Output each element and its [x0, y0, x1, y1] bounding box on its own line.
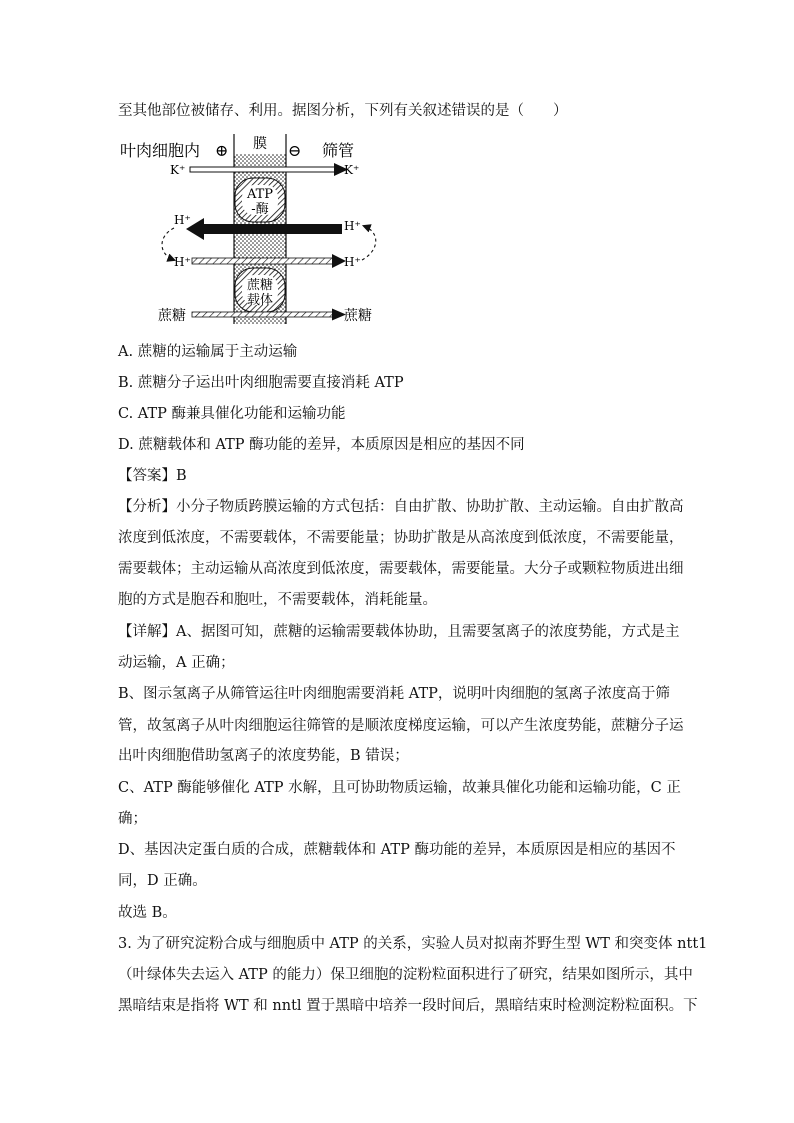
- detail-line: D、基因决定蛋白质的合成，蔗糖载体和 ATP 酶功能的差异，本质原因是相应的基因不: [118, 842, 676, 858]
- minus-sign: ⊖: [288, 141, 302, 160]
- detail-line: 故选 B。: [118, 905, 177, 921]
- detail-line: 同，D 正确。: [118, 873, 207, 889]
- question3-line: （叶绿体失去运入 ATP 的能力）保卫细胞的淀粉粒面积进行了研究，结果如图所示，其中: [118, 967, 693, 983]
- intro-line: 至其他部位被储存、利用。据图分析，下列有关叙述错误的是（ ）: [118, 103, 568, 119]
- left-dashed-cycle: [162, 228, 174, 260]
- analysis-line: 需要载体；主动运输从高浓度到低浓度，需要载体，需要能量。大分子或颗粒物质进出细: [118, 561, 684, 577]
- sucrose-right-label: 蔗糖: [344, 308, 372, 324]
- right-region-label: 筛管: [322, 141, 355, 160]
- h-bottom-right-label: H⁺: [344, 255, 361, 269]
- left-region-label: 叶肉细胞内: [120, 141, 201, 160]
- detail-line: 确；: [118, 811, 147, 827]
- sucrose-left-label: 蔗糖: [158, 308, 186, 324]
- h-top-left-label: H⁺: [174, 213, 191, 227]
- carrier-line1: 蔗糖: [246, 278, 274, 293]
- h-bottom-left-label: H⁺: [174, 255, 191, 269]
- analysis-line: 【分析】小分子物质跨膜运输的方式包括：自由扩散、协助扩散、主动运输。自由扩散高: [118, 499, 684, 515]
- option-d: D. 蔗糖载体和 ATP 酶功能的差异，本质原因是相应的基因不同: [118, 437, 525, 453]
- k-right-label: K⁺: [344, 163, 360, 177]
- detail-line: 【详解】A、据图可知，蔗糖的运输需要载体协助，且需要氢离子的浓度势能，方式是主: [118, 624, 680, 640]
- detail-line: 动运输，A 正确；: [118, 655, 235, 671]
- carrier-line2: 载体: [246, 293, 274, 308]
- detail-line: 出叶肉细胞借助氢离子的浓度势能，B 错误；: [118, 748, 409, 764]
- membrane-transport-diagram: [118, 132, 388, 330]
- plus-sign: ⊕: [215, 141, 229, 160]
- answer-line: 【答案】B: [118, 468, 187, 484]
- analysis-line: 胞的方式是胞吞和胞吐，不需要载体，消耗能量。: [118, 592, 437, 608]
- analysis-line: 浓度到低浓度，不需要载体，不需要能量；协助扩散是从高浓度到低浓度，不需要能量，: [118, 530, 684, 546]
- h-top-right-label: H⁺: [344, 219, 361, 233]
- membrane-label: 膜: [253, 136, 267, 152]
- detail-line: B、图示氢离子从筛管运往叶肉细胞需要消耗 ATP，说明叶肉细胞的氢离子浓度高于筛: [118, 686, 670, 702]
- question3-line: 3. 为了研究淀粉合成与细胞质中 ATP 的关系，实验人员对拟南芥野生型 WT 和突变体 ntt1: [118, 936, 708, 952]
- detail-line: 管，故氢离子从叶肉细胞运往筛管的是顺浓度梯度运输，可以产生浓度势能，蔗糖分子运: [118, 718, 684, 734]
- right-dashed-cycle: [362, 226, 376, 260]
- option-c: C. ATP 酶兼具催化功能和运输功能: [118, 406, 346, 422]
- k-left-label: K⁺: [170, 163, 186, 177]
- detail-line: C、ATP 酶能够催化 ATP 水解，且可协助物质运输，故兼具催化功能和运输功能，C 正: [118, 780, 681, 796]
- atp-enzyme-line2: -酶: [251, 202, 269, 217]
- option-a: A. 蔗糖的运输属于主动运输: [118, 344, 298, 360]
- atp-enzyme-line1: ATP: [246, 187, 274, 202]
- option-b: B. 蔗糖分子运出叶肉细胞需要直接消耗 ATP: [118, 375, 404, 391]
- question3-line: 黑暗结束是指将 WT 和 nntl 置于黑暗中培养一段时间后，黑暗结束时检测淀粉粒面积。下: [118, 998, 698, 1014]
